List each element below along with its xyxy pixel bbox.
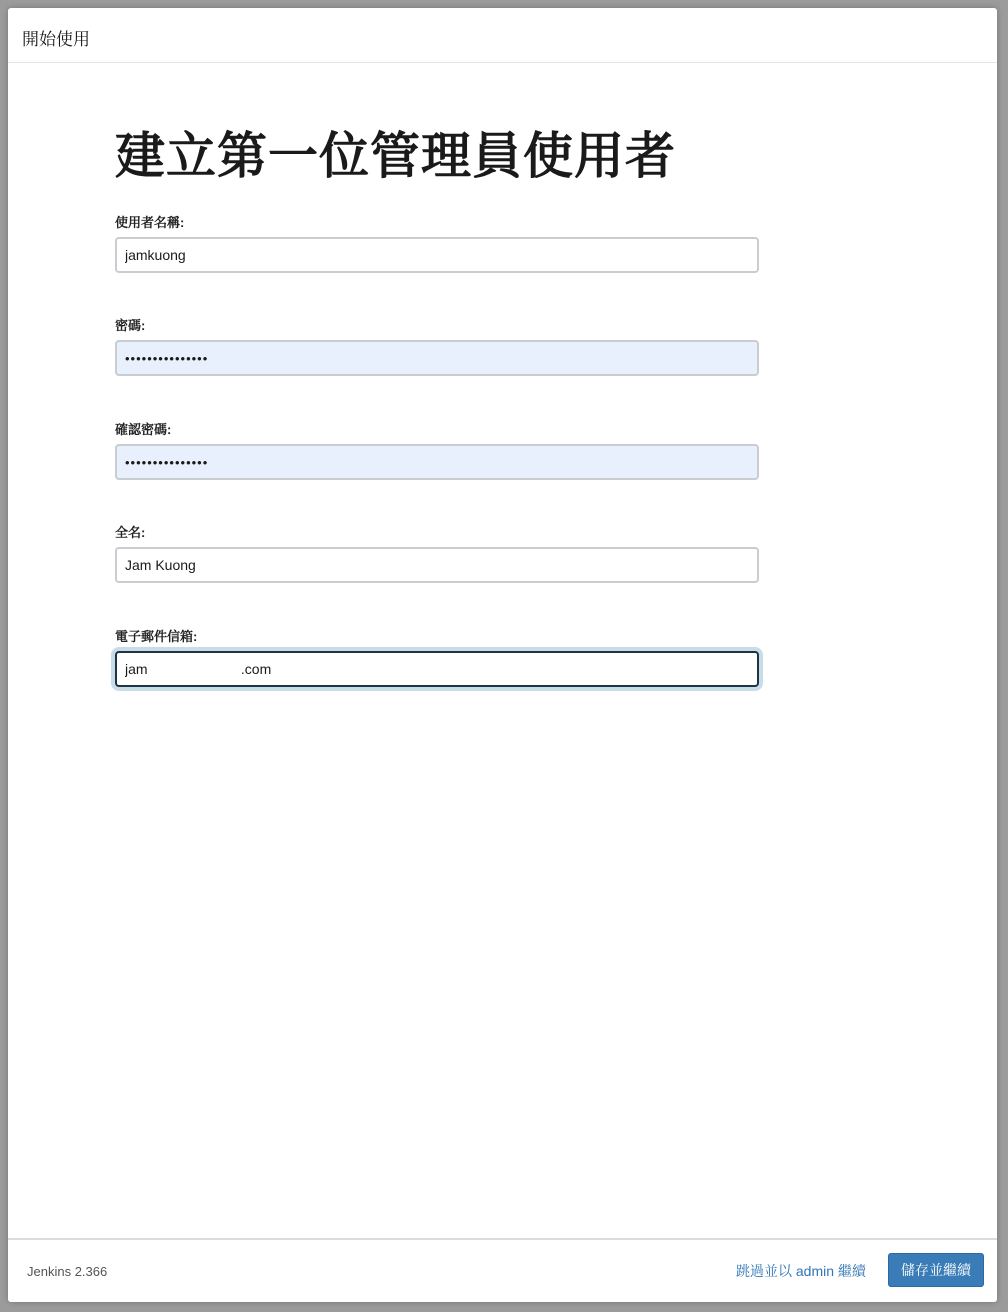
fullname-field [115,522,759,538]
email-field [115,626,759,642]
skip-and-continue-as-admin-link[interactable]: 跳過並以 admin 繼續 [736,1263,866,1279]
password-input[interactable] [115,340,759,376]
confirm-password-label: 確認密碼: [115,422,172,437]
setup-dialog [8,8,997,1302]
save-and-continue-button[interactable]: 儲存並繼續 [888,1253,984,1287]
email-label: 電子郵件信箱: [115,629,198,644]
password-field [115,315,759,331]
username-field [115,212,759,228]
fullname-label: 全名: [115,525,146,540]
confirm-password-field [115,419,759,435]
username-label: 使用者名稱: [115,215,185,230]
password-label: 密碼: [115,318,146,333]
username-input[interactable] [115,237,759,273]
version-label: Jenkins 2.366 [27,1264,108,1279]
dialog-title: 開始使用 [22,30,90,49]
dialog-header [8,8,997,63]
page-title: 建立第一位管理員使用者 [115,128,676,184]
confirm-password-input[interactable] [115,444,759,480]
email-input[interactable] [115,651,759,687]
fullname-input[interactable] [115,547,759,583]
dialog-footer [8,1238,997,1302]
